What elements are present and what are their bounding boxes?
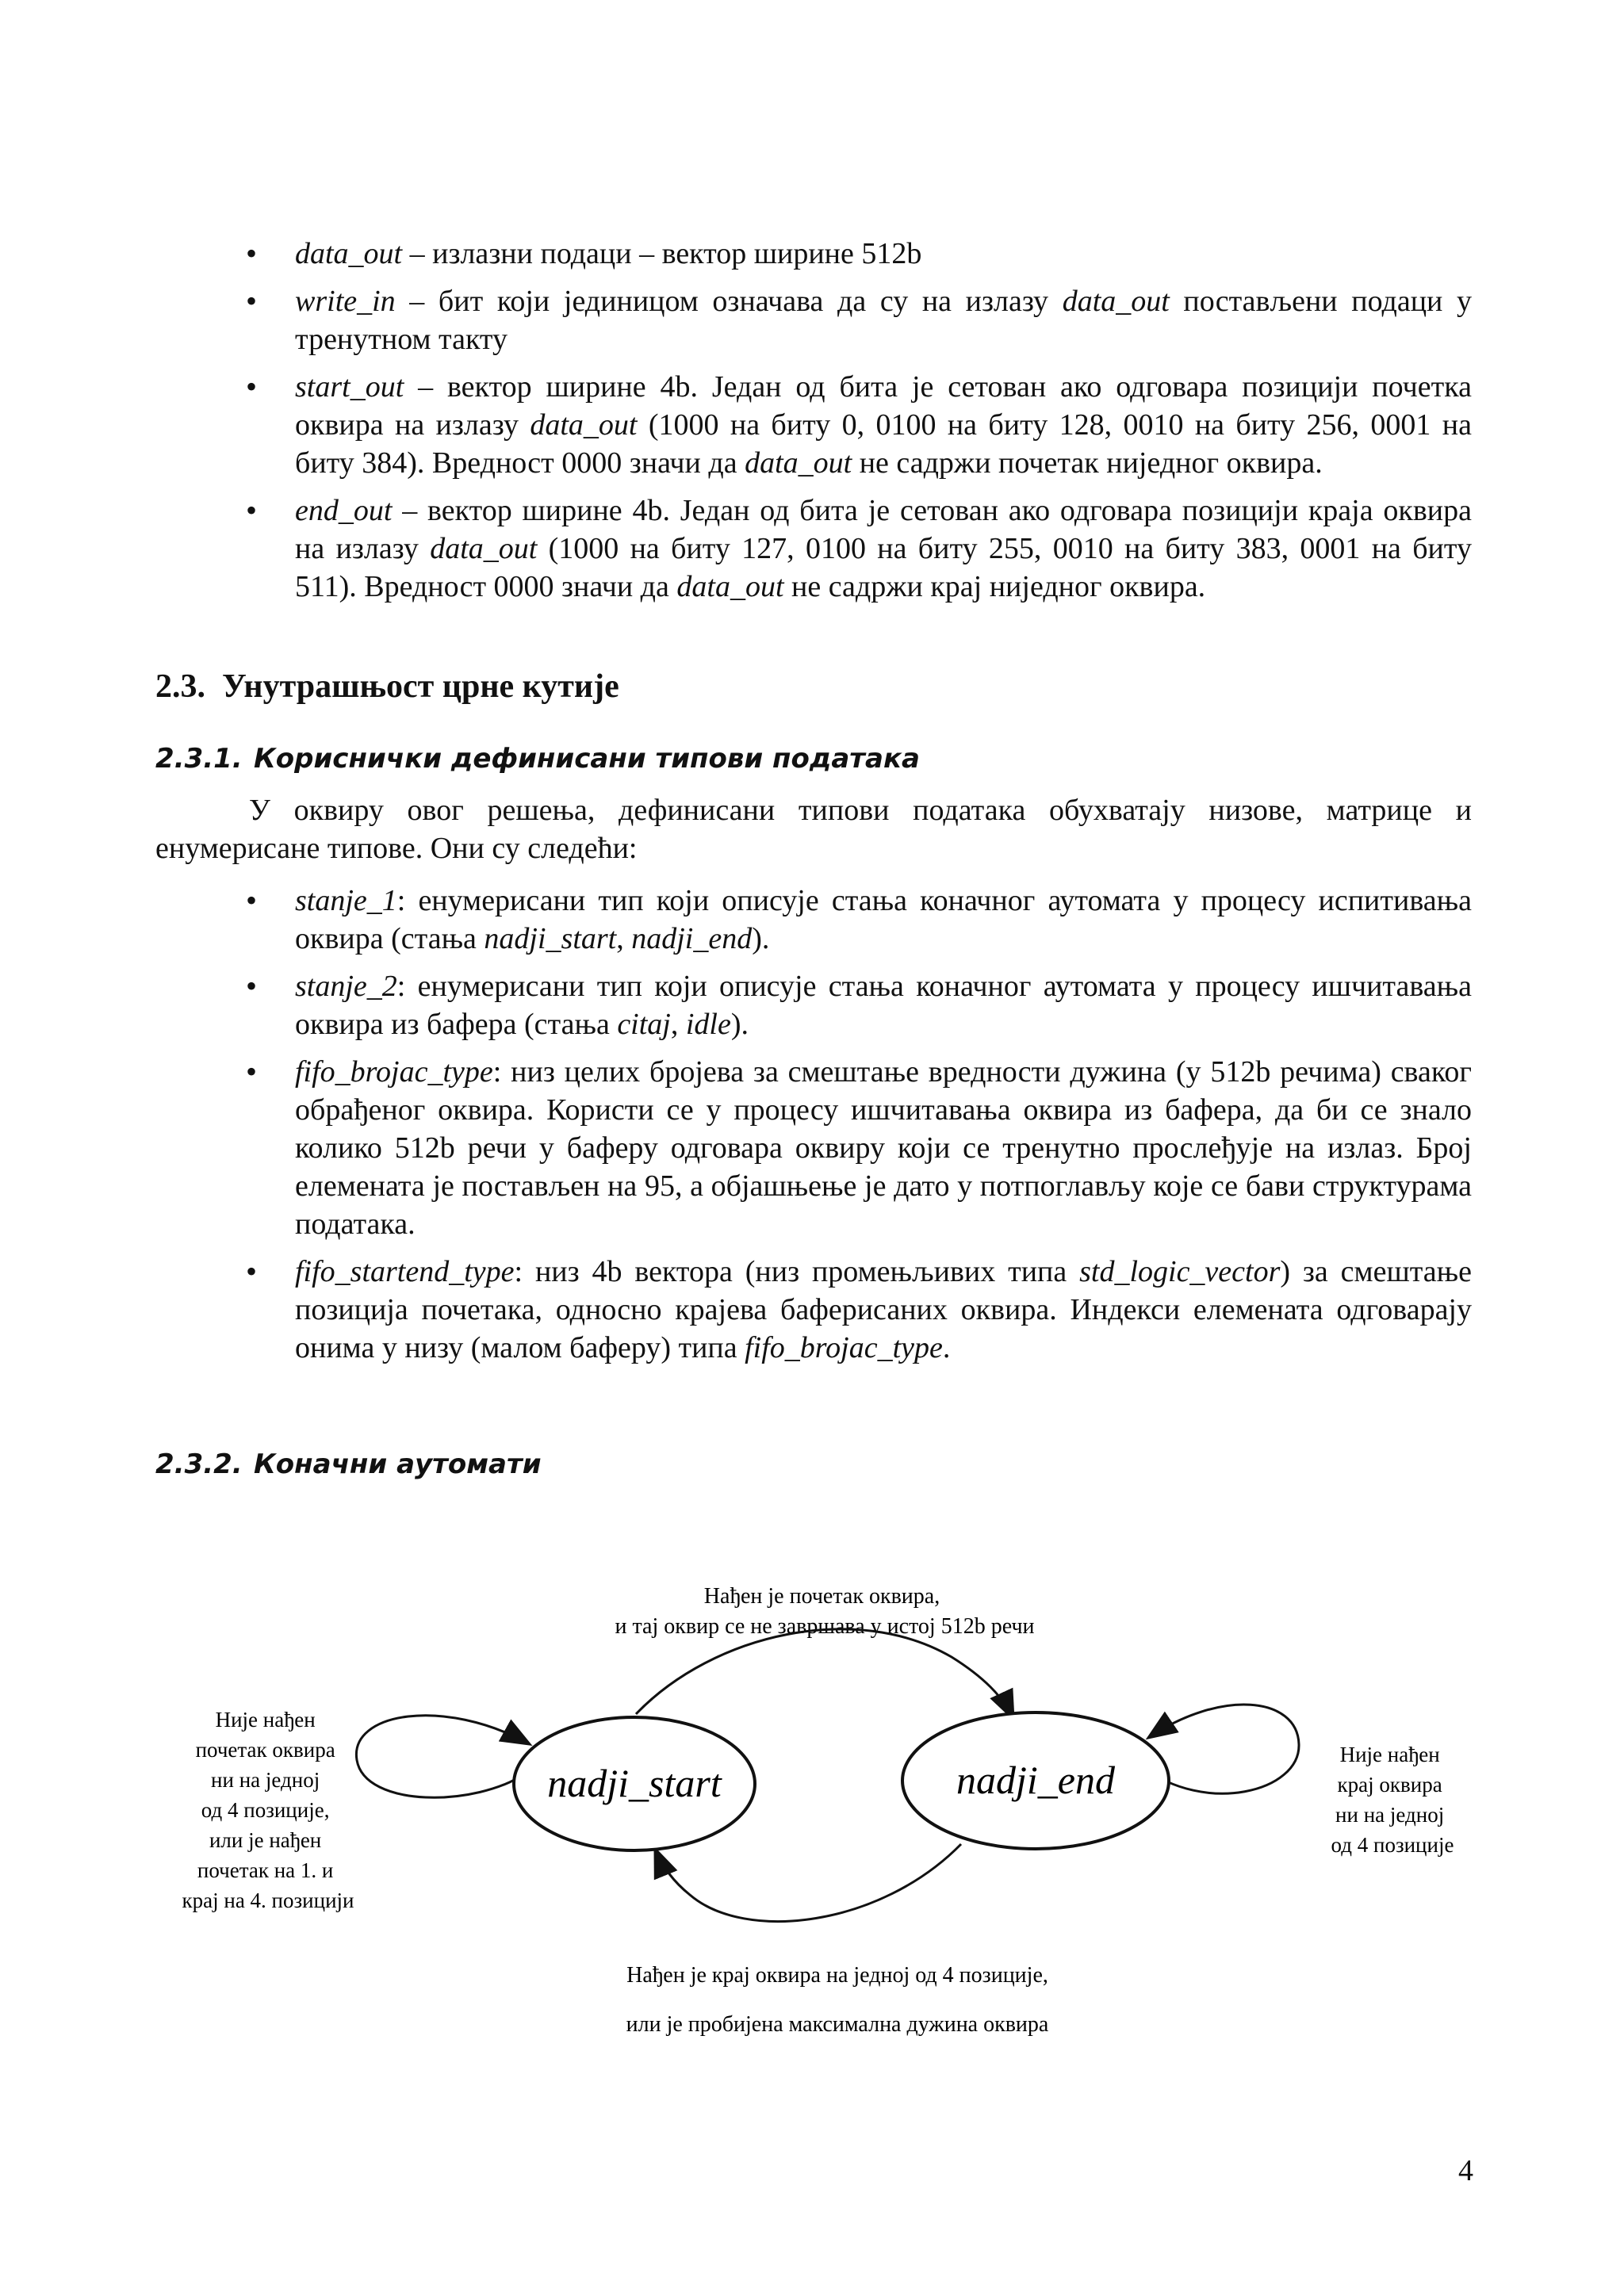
transition-label-start-to-end: Нађен је почетак оквира, и тај оквир се не завршава у истој 512b речи: [615, 1584, 1035, 1639]
diagram-bottom-label-line2: [0, 2001, 1624, 2049]
state-label-end: nadji_end: [956, 1758, 1115, 1802]
list-item: • write_in – бит који јединицом означава да су на излазу data_out постављени подаци у тренутном такту: [155, 282, 1472, 358]
output-signals-list: [155, 235, 1472, 606]
intro-paragraph: У оквиру овог решења, дефинисани типови података обухватају низове, матрице и енумерисане типове. Они су следећи:: [155, 794, 1472, 865]
section-heading: 2.3. Унутрашњост црне кутије: [155, 668, 619, 705]
self-loop-label-end: Није нађен крај оквира ни на једној од 4 позиције: [1331, 1743, 1454, 1857]
self-loop-start: [356, 1716, 530, 1797]
state-label-start: nadji_start: [547, 1761, 722, 1805]
list-item: • fifo_brojac_type: низ целих бројева за смештање вредности дужина (у 512b речима) сваког обрађеног оквира. Користи се у процесу ишчитавања оквира из бафера, да би се знало колико 512b речи у баферу одговара оквиру који се тренутно прослеђује на излаз. Број елемената је постављен на 95, а објашњење је дато у потпоглављу које се бави структурама података.: [155, 1053, 1472, 1243]
transition-label-end-to-start: Нађен је крај оквира на једној од 4 позиције,: [626, 1963, 1048, 1988]
list-item: • end_out – вектор ширине 4b. Један од бита је сетован ако одговара позицији краја оквира на излазу data_out (1000 на биту 127, 0100 на биту 255, 0010 на биту 383, 0001 на биту 511). Вредност 0000 значи да data_out не садржи крај ниједног оквира.: [155, 492, 1472, 606]
state-machine-diagram: [0, 1554, 1624, 1998]
page-number: 4: [1458, 2154, 1473, 2187]
list-item: • start_out – вектор ширине 4b. Један од бита је сетован ако одговара позицији почетка оквира на излазу data_out (1000 на биту 0, 0100 на биту 128, 0010 на биту 256, 0001 на биту 384). Вредност 0000 значи да data_out не садржи почетак ниједног оквира.: [155, 368, 1472, 482]
list-item: • data_out – излазни подаци – вектор ширине 512b: [155, 235, 1472, 273]
list-item: • stanje_2: енумерисани тип који описује стања коначног аутомата у процесу ишчитавања оквира из бафера (стања citaj, idle).: [155, 967, 1472, 1043]
data-types-list: [155, 882, 1472, 1367]
subsection-heading-types: 2.3.1. Кориснички дефинисани типови података: [155, 743, 920, 775]
svg-text:или је пробијена максимална ду: или је пробијена максимална дужина оквира: [626, 2012, 1049, 2037]
subsection-heading-fsm: 2.3.2. Коначни аутомати: [155, 1448, 542, 1480]
transition-arrow-start-to-end: [636, 1629, 1013, 1719]
self-loop-label-start: Није нађен почетак оквира ни на једној од 4 позиције, или је нађен почетак на 1. и крај на 4. позицији: [182, 1708, 354, 1912]
page-content: [155, 235, 1472, 1497]
list-item: • stanje_1: енумерисани тип који описује стања коначног аутомата у процесу испитивања оквира (стања nadji_start, nadji_end).: [155, 882, 1472, 958]
list-item: • fifo_startend_type: низ 4b вектора (низ промењљивих типа std_logic_vector) за смештање позиција почетака, односно крајева баферисаних оквира. Индекси елемената одговарају онима у низу (малом баферу) типа fifo_brojac_type.: [155, 1253, 1472, 1367]
transition-arrow-end-to-start: [655, 1844, 961, 1922]
